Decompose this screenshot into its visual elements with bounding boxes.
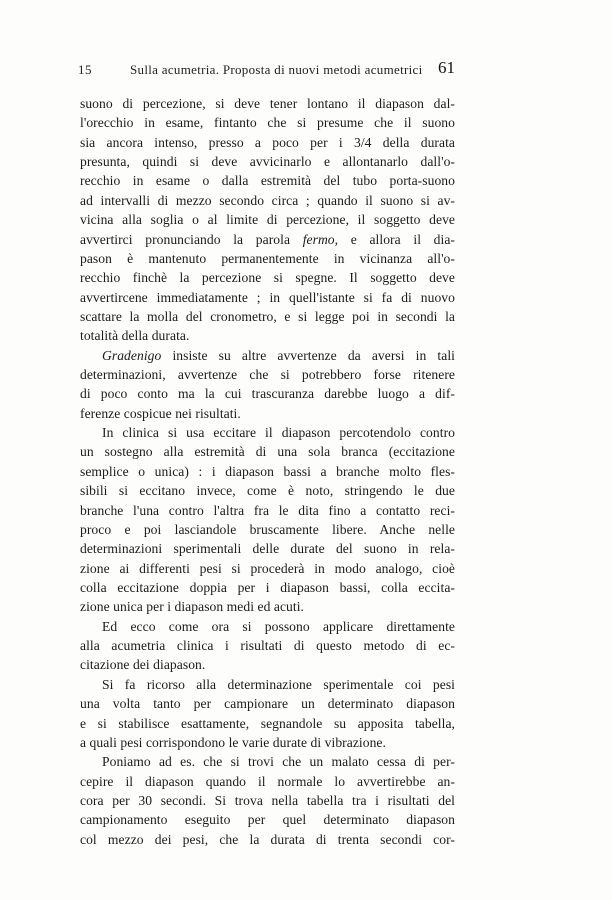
text-line: sibili si eccitano invece, come è noto, stringendo le due — [80, 483, 455, 499]
text-line: ad intervalli di mezzo secondo circa ; quando il suono si av- — [80, 192, 455, 208]
running-head — [78, 58, 458, 82]
text-line: cepire il diapason quando il normale lo avvertirebbe an- — [80, 773, 455, 789]
text-line: col mezzo dei pesi, che la durata di trenta secondi cor- — [80, 831, 455, 847]
text-line: zione ai differenti pesi si procederà in modo analogo, cioè — [80, 560, 455, 576]
text-line: avvertirci pronunciando la parola fermo, e allora il dia- — [80, 231, 455, 247]
text-line: recchio in esame o dalla estremità del tubo porta-suono — [80, 173, 455, 189]
text-line: Si fa ricorso alla determinazione sperimentale coi pesi — [102, 676, 455, 692]
text-line: proco e poi lasciandole bruscamente libere. Anche nelle — [80, 521, 455, 537]
text-line: Gradenigo insiste su altre avvertenze da aversi in tali — [102, 347, 455, 363]
text-line: In clinica si usa eccitare il diapason percotendolo contro — [102, 425, 455, 441]
text-line: e si stabilisce esattamente, segnandole su apposita tabella, — [80, 715, 455, 731]
text-line: Poniamo ad es. che si trovi che un malato cessa di per- — [102, 754, 455, 770]
text-line: suono di percezione, si deve tener lontano il diapason dal- — [80, 96, 455, 111]
text-line: determinazioni, avvertenze che si potrebbero forse ritenere — [80, 367, 455, 383]
text-line: zione unica per i diapason medi ed acuti. — [80, 599, 304, 615]
text-line: avvertircene immediatamente ; in quell'istante si fa di nuovo — [80, 289, 455, 305]
text-line: di poco conto ma la cui trascuranza darebbe luogo a dif- — [80, 386, 455, 402]
text-line: scattare la molla del cronometro, e si legge poi in secondi la — [80, 308, 455, 324]
italic-term: fermo — [302, 231, 335, 247]
text-line: l'orecchio in esame, fintanto che si presume che il suono — [80, 115, 455, 131]
running-title: Sulla acumetria. Proposta di nuovi metodi acumetrici — [130, 62, 423, 77]
page-number: 61 — [438, 58, 455, 77]
body-text — [80, 94, 455, 849]
text-line: Ed ecco come ora si possono applicare direttamente — [102, 618, 455, 634]
text-line: presunta, quindi si deve avvicinarlo e allontanarlo dall'o- — [80, 154, 455, 170]
italic-term: Gradenigo — [102, 347, 162, 363]
text-line: alla acumetria clinica i risultati di questo metodo di ec- — [80, 638, 455, 654]
text-line: semplice o unica) : i diapason bassi a branche molto fles- — [80, 463, 455, 479]
text-line: un sostegno alla estremità di una sola branca (eccitazione — [80, 444, 455, 460]
text-line: colla eccitazione doppia per i diapason bassi, colla eccita- — [80, 579, 455, 595]
text-line: pason è mantenuto permanentemente in vicinanza all'o- — [80, 250, 455, 266]
page-signature: 15 — [78, 62, 92, 77]
text-line: a quali pesi corrispondono le varie durate di vibrazione. — [80, 734, 386, 750]
text-line: citazione dei diapason. — [80, 657, 206, 673]
text-line: vicina alla soglia o al limite di percezione, il soggetto deve — [80, 212, 455, 228]
text-line: una volta tanto per campionare un determinato diapason — [80, 696, 455, 712]
text-line: sia ancora intenso, presso a poco per i 3/4 della durata — [80, 134, 455, 150]
text-line: ferenze cospicue nei risultati. — [80, 405, 241, 421]
text-line: totalità della durata. — [80, 328, 190, 344]
text-line: branche l'una contro l'altra fra le dita fino a contatto reci- — [80, 502, 455, 518]
text-line: campionamento eseguito per quel determinato diapason — [80, 812, 455, 828]
text-line: cora per 30 secondi. Si trova nella tabella tra i risultati del — [80, 792, 455, 808]
text-line: determinazioni sperimentali delle durate del suono in rela- — [80, 541, 455, 557]
text-line: recchio finchè la percezione si spegne. Il soggetto deve — [80, 270, 455, 286]
